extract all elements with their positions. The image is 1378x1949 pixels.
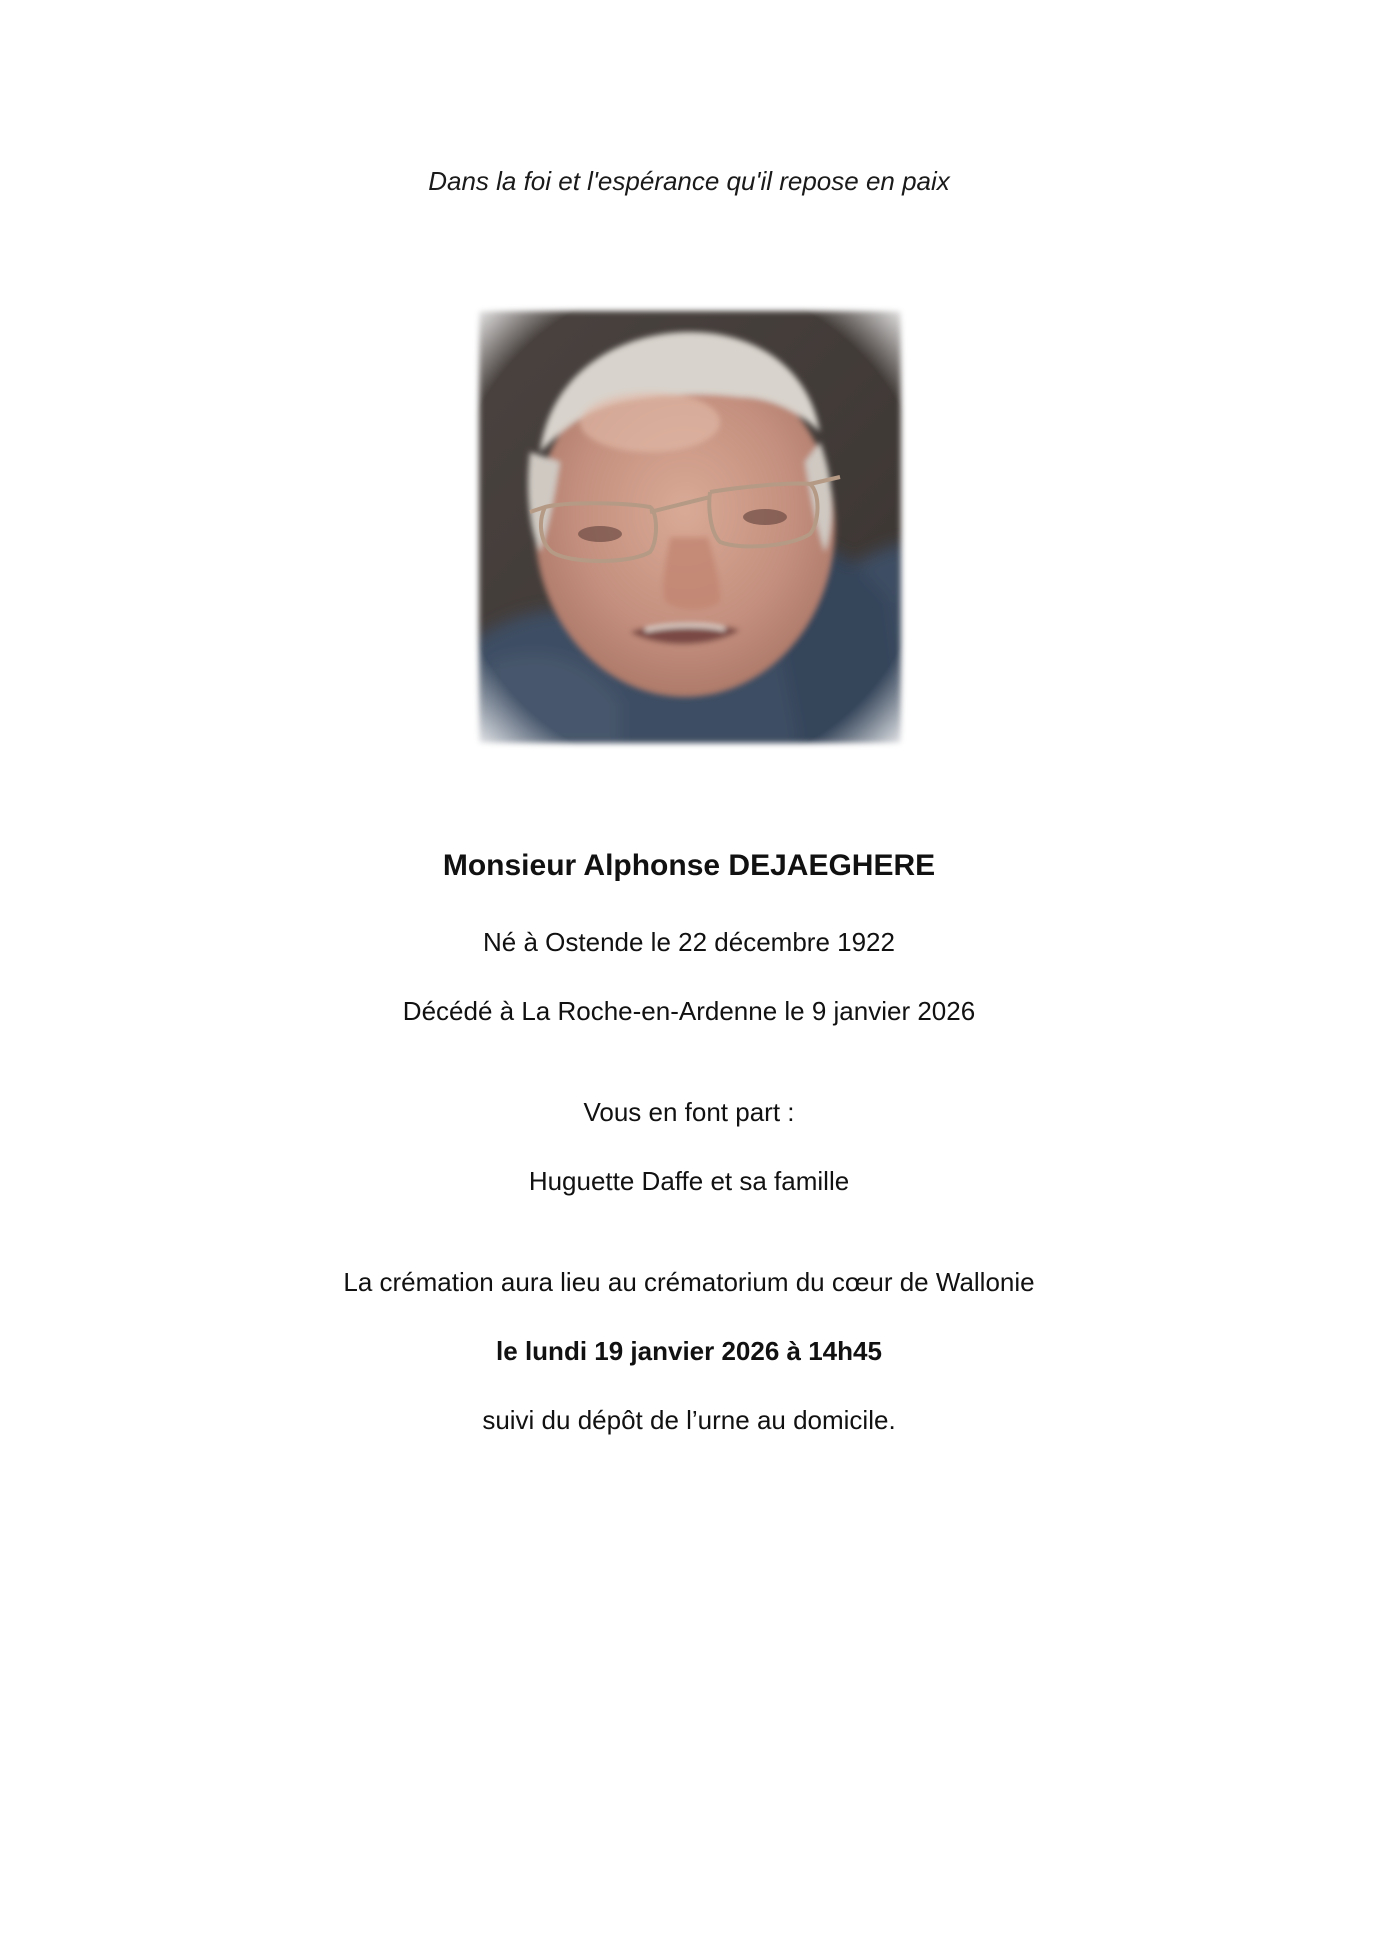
cremation-datetime: le lundi 19 janvier 2026 à 14h45: [496, 1336, 882, 1366]
announcing-family: Huguette Daffe et sa famille: [528, 1166, 850, 1196]
deceased-name: Monsieur Alphonse DEJAEGHERE: [442, 849, 936, 882]
death-info: Décédé à La Roche-en-Ardenne le 9 janvier 2026: [402, 996, 976, 1026]
portrait-photo: [470, 302, 910, 752]
portrait-photo-image: [470, 302, 910, 752]
urn-followup: suivi du dépôt de l’urne au domicile.: [482, 1405, 896, 1435]
motto: Dans la foi et l'espérance qu'il repose en paix: [428, 166, 950, 196]
birth-info: Né à Ostende le 22 décembre 1922: [483, 927, 895, 957]
cremation-location: La crémation aura lieu au crématorium du cœur de Wallonie: [343, 1267, 1035, 1297]
announcement-intro: Vous en font part :: [583, 1097, 795, 1127]
